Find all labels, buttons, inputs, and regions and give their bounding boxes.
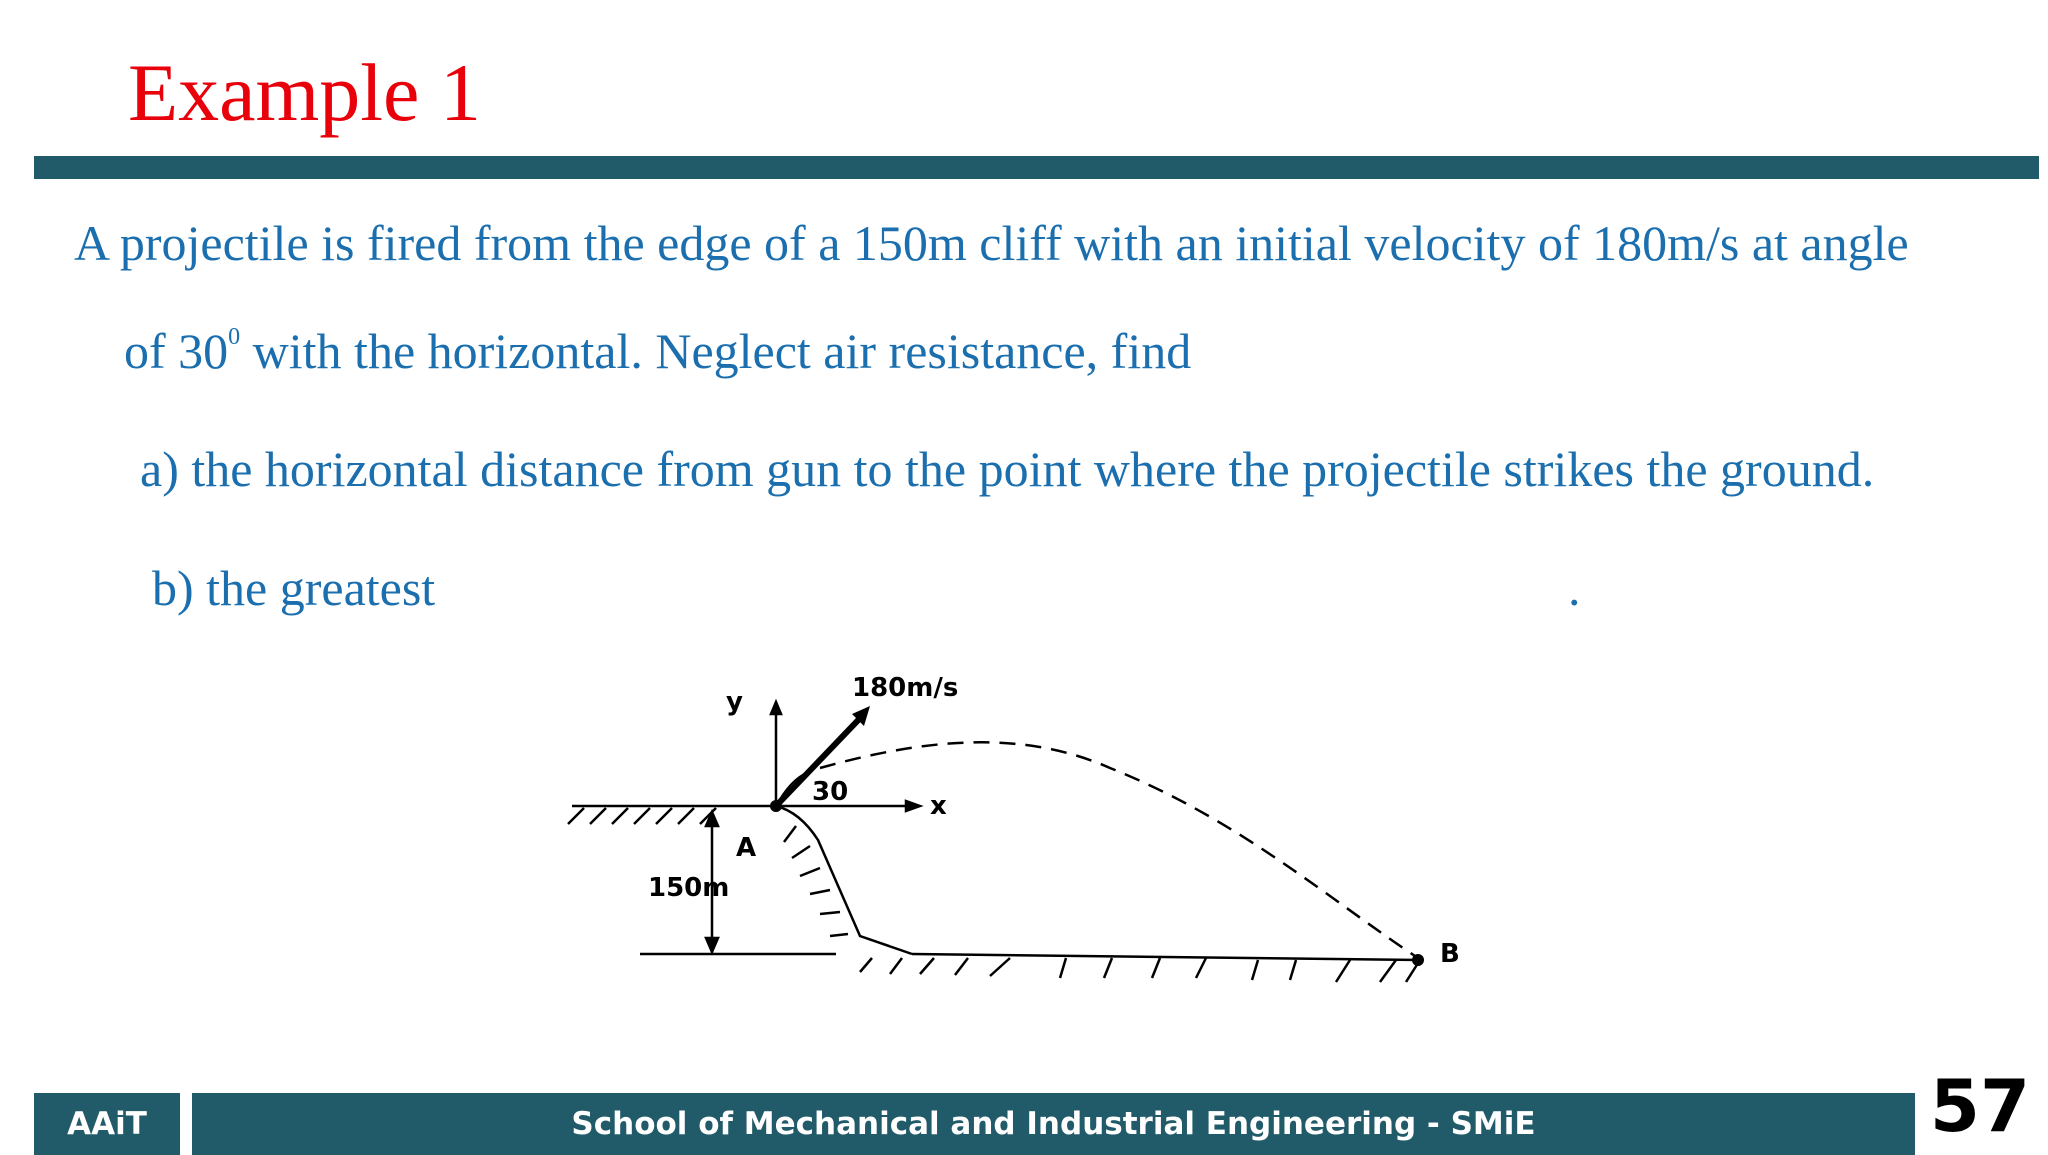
footer-institution: AAiT xyxy=(34,1093,180,1155)
point-b-label: B xyxy=(1440,939,1460,969)
degree-superscript: 0 xyxy=(228,324,241,350)
footer-school-name: School of Mechanical and Industrial Engineering - SMiE xyxy=(192,1093,1915,1155)
point-a-label: A xyxy=(736,833,757,863)
page-number: 57 xyxy=(1929,1064,2031,1148)
cliff-top-ground xyxy=(568,806,776,824)
height-label: 150m xyxy=(648,873,730,903)
cliff-face xyxy=(776,806,912,954)
problem-line-2-prefix: of 30 xyxy=(124,323,229,379)
trajectory-curve xyxy=(820,742,1418,958)
slide-title: Example 1 xyxy=(128,47,481,138)
angle-label: 30 xyxy=(812,777,849,807)
y-axis-label: y xyxy=(726,687,743,717)
x-axis-label: x xyxy=(930,791,947,821)
point-a-marker xyxy=(770,800,782,812)
problem-line-1: A projectile is fired from the edge of a 150m cliff with an initial velocity of 180m/s at angle xyxy=(74,215,1909,271)
question-part-b: b) the greatest xyxy=(152,560,436,616)
problem-line-2-suffix: with the horizontal. Neglect air resistance, find xyxy=(240,323,1192,379)
lower-ground xyxy=(860,954,1422,982)
question-part-a: a) the horizontal distance from gun to the point where the projectile strikes the ground. xyxy=(140,441,1875,497)
velocity-label: 180m/s xyxy=(852,673,959,703)
question-part-b-period: . xyxy=(1568,560,1581,616)
point-b-marker xyxy=(1412,954,1424,966)
